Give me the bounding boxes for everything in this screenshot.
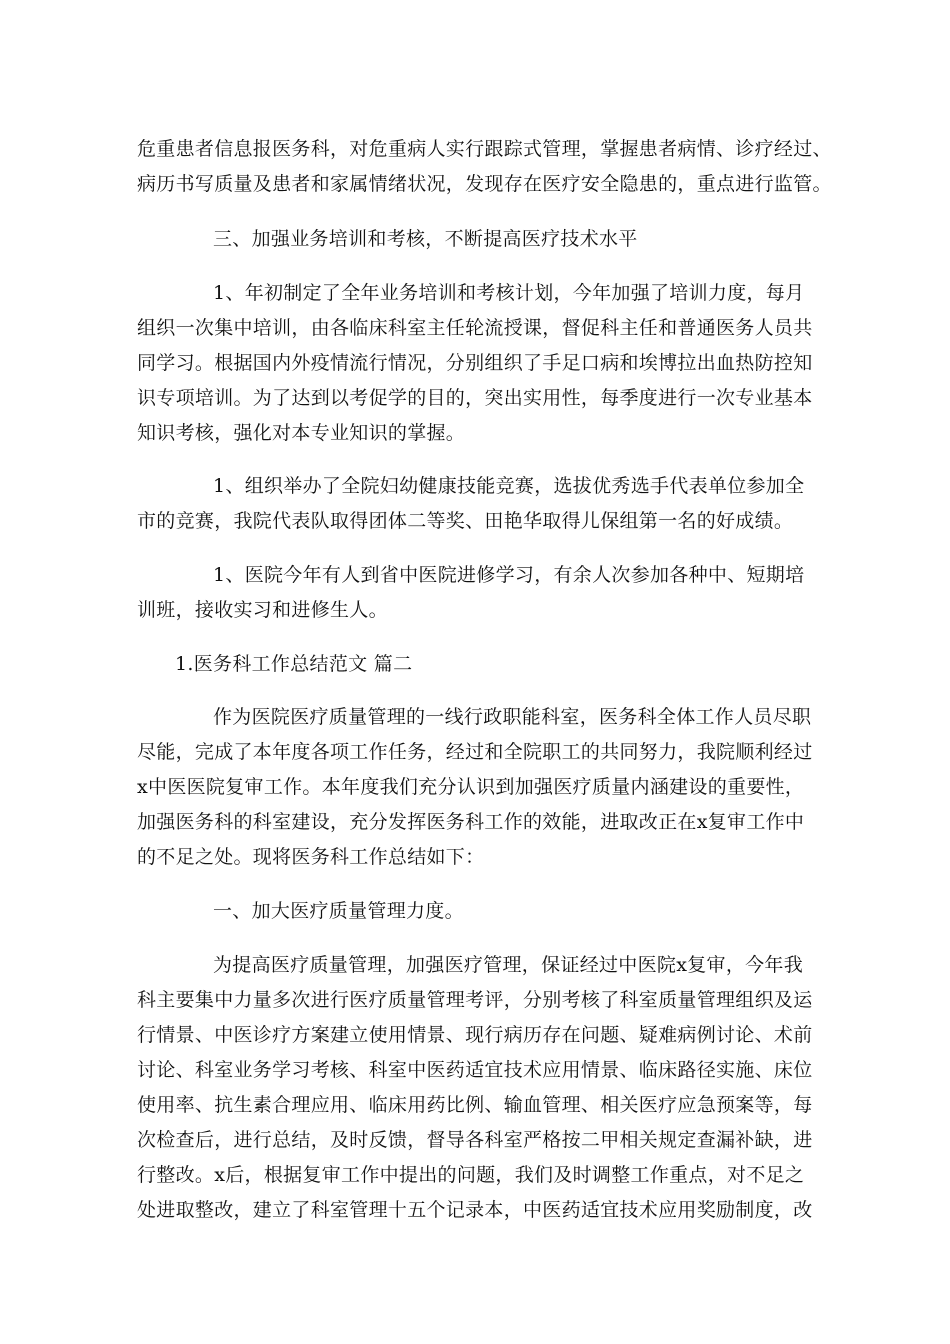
text-line: 1、组织举办了全院妇幼健康技能竞赛，选拔优秀选手代表单位参加全 <box>213 475 805 497</box>
text-line: 市的竞赛，我院代表队取得团体二等奖、田艳华取得儿保组第一名的好成绩。 <box>137 510 794 532</box>
text-line: 为提高医疗质量管理，加强医疗管理，保证经过中医院x复审，今年我 <box>213 954 804 976</box>
text-line: 病历书写质量及患者和家属情绪状况，发现存在医疗安全隐患的，重点进行监管。 <box>137 173 832 195</box>
text-line: 组织一次集中培训，由各临床科室主任轮流授课，督促科主任和普通医务人员共 <box>137 317 813 339</box>
text-line: 次检查后，进行总结，及时反馈，督导各科室严格按二甲相关规定查漏补缺，进 <box>137 1129 813 1151</box>
text-line: 行整改。x后，根据复审工作中提出的问题，我们及时调整工作重点，对不足之 <box>137 1164 805 1186</box>
text-line: x中医医院复审工作。本年度我们充分认识到加强医疗质量内涵建设的重要性， <box>137 776 805 798</box>
text-line: 同学习。根据国内外疫情流行情况，分别组织了手足口病和埃博拉出血热防控知 <box>137 352 813 374</box>
text-line: 加强医务科的科室建设，充分发挥医务科工作的效能，进取改正在x复审工作中 <box>137 811 805 833</box>
text-line: 尽能，完成了本年度各项工作任务，经过和全院职工的共同努力，我院顺利经过 <box>137 741 813 763</box>
text-line: 识专项培训。为了达到以考促学的目的，突出实用性，每季度进行一次专业基本 <box>137 387 813 409</box>
text-line: 行情景、中医诊疗方案建立使用情景、现行病历存在问题、疑难病例讨论、术前 <box>137 1024 813 1046</box>
text-line: 科主要集中力量多次进行医疗质量管理考评，分别考核了科室质量管理组织及运 <box>137 989 813 1011</box>
section-heading: 一、加大医疗质量管理力度。 <box>213 900 464 922</box>
text-line: 危重患者信息报医务科，对危重病人实行跟踪式管理，掌握患者病情、诊疗经过、 <box>137 138 832 160</box>
text-line: 使用率、抗生素合理应用、临床用药比例、输血管理、相关医疗应急预案等，每 <box>137 1094 813 1116</box>
text-line: 的不足之处。现将医务科工作总结如下： <box>137 846 485 868</box>
text-line: 1、医院今年有人到省中医院进修学习，有余人次参加各种中、短期培 <box>213 564 805 586</box>
section-heading: 1.医务科工作总结范文 篇二 <box>175 653 413 675</box>
text-line: 知识考核，强化对本专业知识的掌握。 <box>137 422 466 444</box>
text-line: 讨论、科室业务学习考核、科室中医药适宜技术应用情景、临床路径实施、床位 <box>137 1059 813 1081</box>
text-line: 作为医院医疗质量管理的一线行政职能科室，医务科全体工作人员尽职 <box>213 706 812 728</box>
section-heading: 三、加强业务培训和考核，不断提高医疗技术水平 <box>213 228 638 250</box>
text-line: 训班，接收实习和进修生人。 <box>137 599 388 621</box>
text-line: 1、年初制定了全年业务培训和考核计划，今年加强了培训力度，每月 <box>213 282 805 304</box>
text-line: 处进取整改，建立了科室管理十五个记录本，中医药适宜技术应用奖励制度，改 <box>137 1199 813 1221</box>
